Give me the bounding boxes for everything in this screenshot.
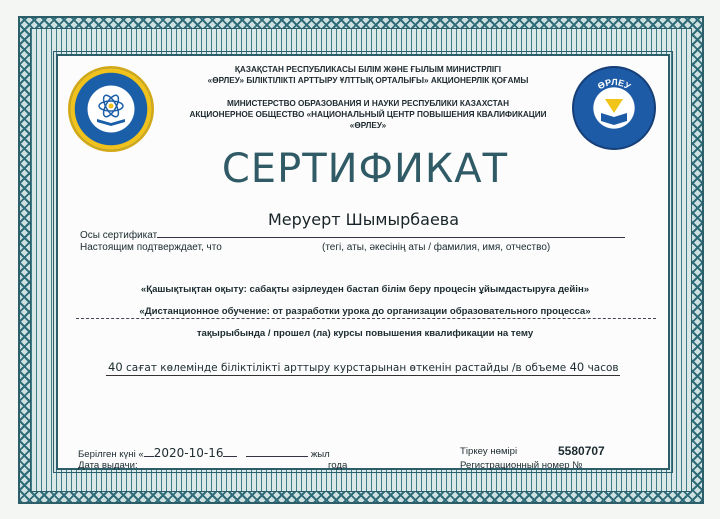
issue-date: 2020-10-16 <box>153 446 224 460</box>
header-russian <box>178 98 558 131</box>
ministry-emblem-logo <box>68 66 154 152</box>
recipient-line-kz <box>80 228 625 242</box>
hours-count-kz: 40 <box>108 360 123 374</box>
hours-unit: часов <box>587 362 619 374</box>
hours-underline <box>106 375 620 376</box>
svg-text:ӨРЛЕУ <box>596 77 633 92</box>
certificate-body <box>56 54 670 470</box>
certificate-title: СЕРТИФИКАТ <box>221 146 509 192</box>
recipient-underline <box>157 228 625 238</box>
orleu-book-icon <box>579 73 649 143</box>
header-kazakh <box>178 64 558 86</box>
topic-russian: «Дистанционное обучение: от разработки урока до организации образовательного процесса» <box>139 306 591 317</box>
topic-kazakh: «Қашықтықтан оқыту: сабақты әзірлеуден бастап білім беру процесін ұйымдастыруға дейін» <box>140 284 590 295</box>
logo-right-text: ӨРЛЕУ <box>595 76 633 92</box>
header-ru-line2: АКЦИОНЕРНОЕ ОБЩЕСТВО «НАЦИОНАЛЬНЫЙ ЦЕНТР ПОВЫШЕНИЯ КВАЛИФИКАЦИИ «ӨРЛЕУ» <box>189 110 547 130</box>
registration-label-kz: Тіркеу нөмірі <box>460 446 518 457</box>
hours-statement <box>108 360 619 374</box>
issue-year-underline <box>246 447 308 457</box>
issue-label-kz-line <box>78 446 330 460</box>
registration-number: 5580707 <box>558 444 605 458</box>
recipient-label-ru: Настоящим подтверждает, что <box>80 242 222 253</box>
issue-label-ru: Дата выдачи: <box>78 460 138 471</box>
header-kz-line2: «ӨРЛЕУ» БІЛІКТІЛІКТІ АРТТЫРУ ҰЛТТЫҚ ОРТАЛЫҒЫ» АКЦИОНЕРЛІК ҚОҒАМЫ <box>207 76 529 85</box>
issue-year-ru: года <box>328 460 348 471</box>
issue-label-kz: Берілген күні « <box>78 449 144 460</box>
issue-year-kz: жыл <box>310 449 330 460</box>
recipient-line-ru <box>80 242 222 254</box>
recipient-name: Меруерт Шымырбаева <box>268 210 460 229</box>
topic-divider <box>76 318 656 319</box>
ornament-border <box>18 16 704 504</box>
orleu-logo <box>572 66 656 150</box>
topic-suffix: тақырыбында / прошел (ла) курсы повышения квалификации на тему <box>196 328 534 339</box>
header-kz-line1: ҚАЗАҚСТАН РЕСПУБЛИКАСЫ БІЛІМ ЖӘНЕ ҒЫЛЫМ МИНИСТРЛІГІ <box>234 65 502 74</box>
hours-count-ru: 40 <box>569 360 585 374</box>
recipient-label-kz: Осы сертификат <box>80 230 158 241</box>
hours-text: сағат көлемінде біліктілікті арттыру курстарынан өткенін растайды /в объеме <box>125 362 567 374</box>
header-ru-line1: МИНИСТЕРСТВО ОБРАЗОВАНИЯ И НАУКИ РЕСПУБЛИКИ КАЗАХСТАН <box>227 99 509 108</box>
book-atom-icon <box>91 89 131 129</box>
recipient-hint: (тегі, аты, әкесінің аты / фамилия, имя, отчество) <box>322 242 551 253</box>
registration-label-ru: Регистрационный номер № <box>460 460 583 471</box>
